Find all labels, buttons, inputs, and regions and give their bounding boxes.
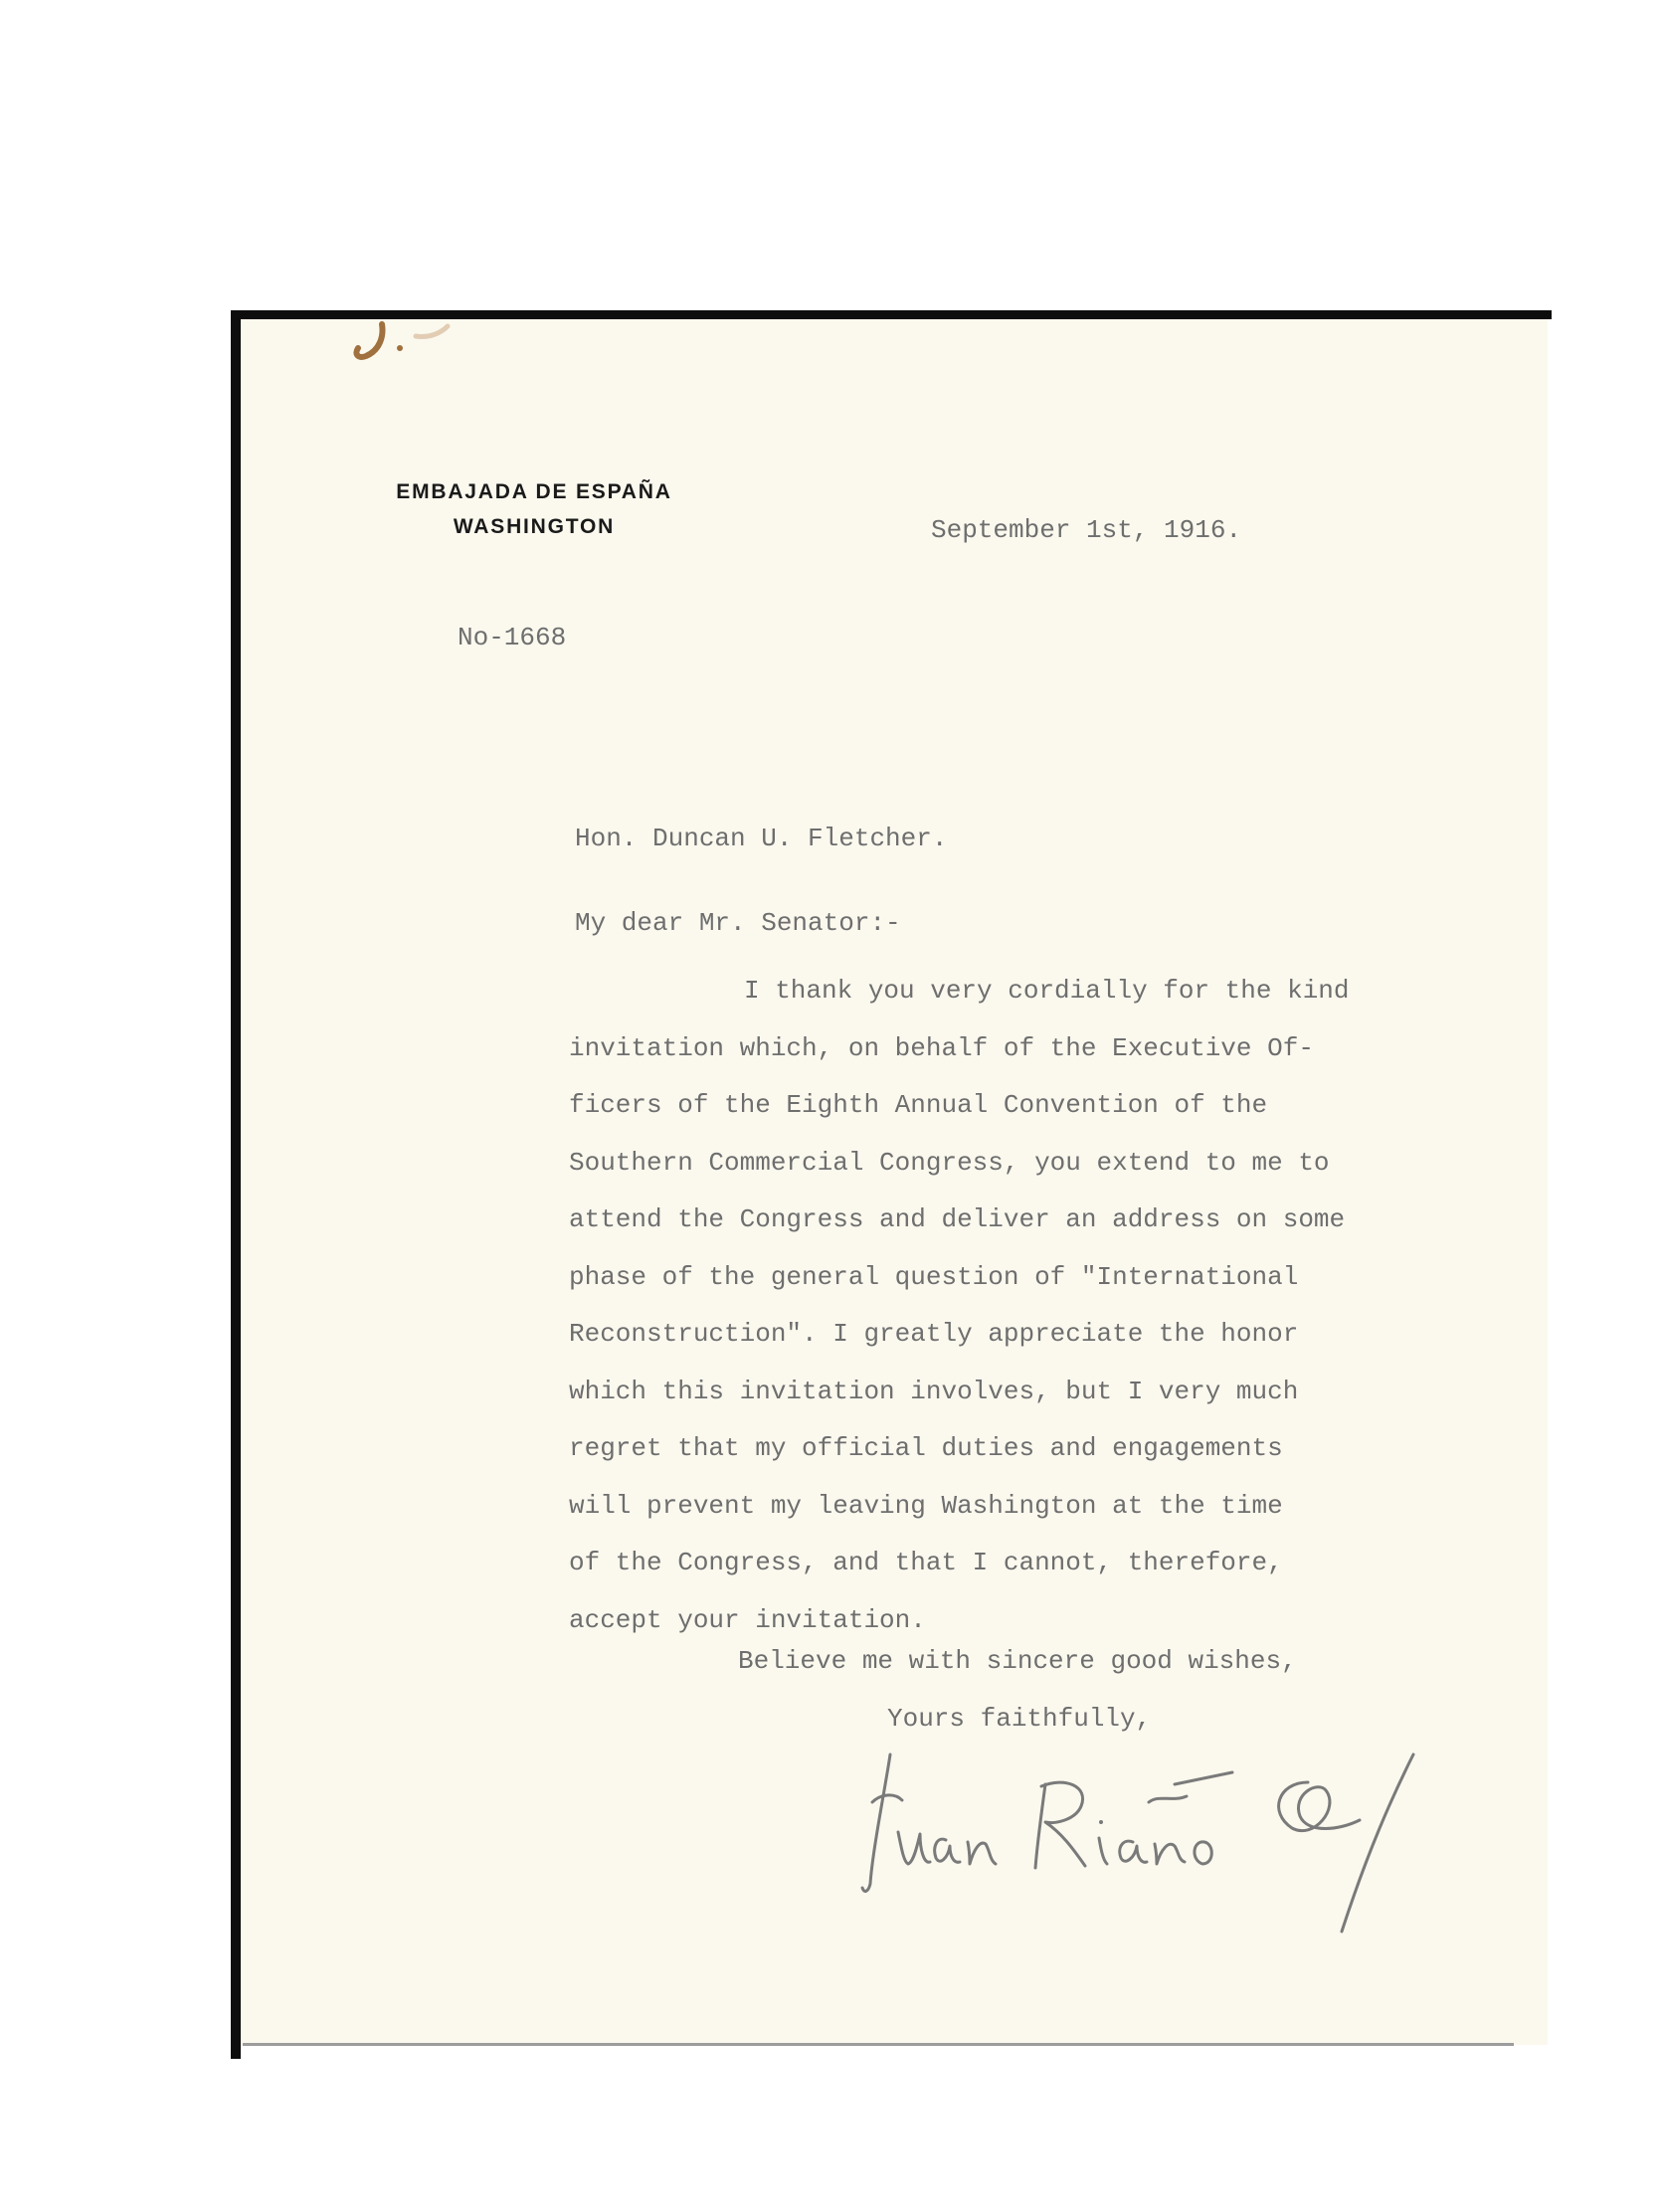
body-line: I thank you very cordially for the kind	[744, 976, 1350, 1006]
recipient-name: Hon. Duncan U. Fletcher.	[575, 824, 948, 853]
body-line: ficers of the Eighth Annual Convention of the	[569, 1090, 1268, 1120]
body-line: invitation which, on behalf of the Executive Of-	[569, 1032, 1314, 1063]
letter-body	[569, 963, 1464, 1649]
body-line: which this invitation involves, but I very much	[569, 1376, 1299, 1406]
pencil-annotation-mark	[348, 314, 467, 366]
body-line: Reconstruction". I greatly appreciate the honor	[569, 1319, 1299, 1349]
valediction: Yours faithfully,	[887, 1704, 1152, 1734]
body-line: attend the Congress and deliver an address on some	[569, 1204, 1346, 1234]
handwritten-signature	[850, 1743, 1427, 1941]
reference-number: No-1668	[458, 623, 567, 652]
letter-date: September 1st, 1916.	[931, 515, 1242, 545]
letterhead-city: WASHINGTON	[453, 515, 616, 538]
letterhead	[376, 474, 692, 544]
salutation: My dear Mr. Senator:-	[575, 908, 901, 938]
sheet-edge-bottom	[243, 2043, 1514, 2046]
body-line: Southern Commercial Congress, you extend to me to	[569, 1147, 1330, 1178]
closing-line: Believe me with sincere good wishes,	[738, 1646, 1297, 1676]
body-line: of the Congress, and that I cannot, therefore,	[569, 1548, 1283, 1577]
letterhead-embassy: EMBAJADA DE ESPAÑA	[396, 480, 672, 503]
sheet-shadow-left	[231, 312, 241, 2059]
body-line: will prevent my leaving Washington at the time	[569, 1490, 1283, 1521]
body-line: regret that my official duties and engagements	[569, 1433, 1283, 1463]
body-line: accept your invitation.	[569, 1604, 926, 1635]
body-line: phase of the general question of "International	[569, 1261, 1299, 1292]
